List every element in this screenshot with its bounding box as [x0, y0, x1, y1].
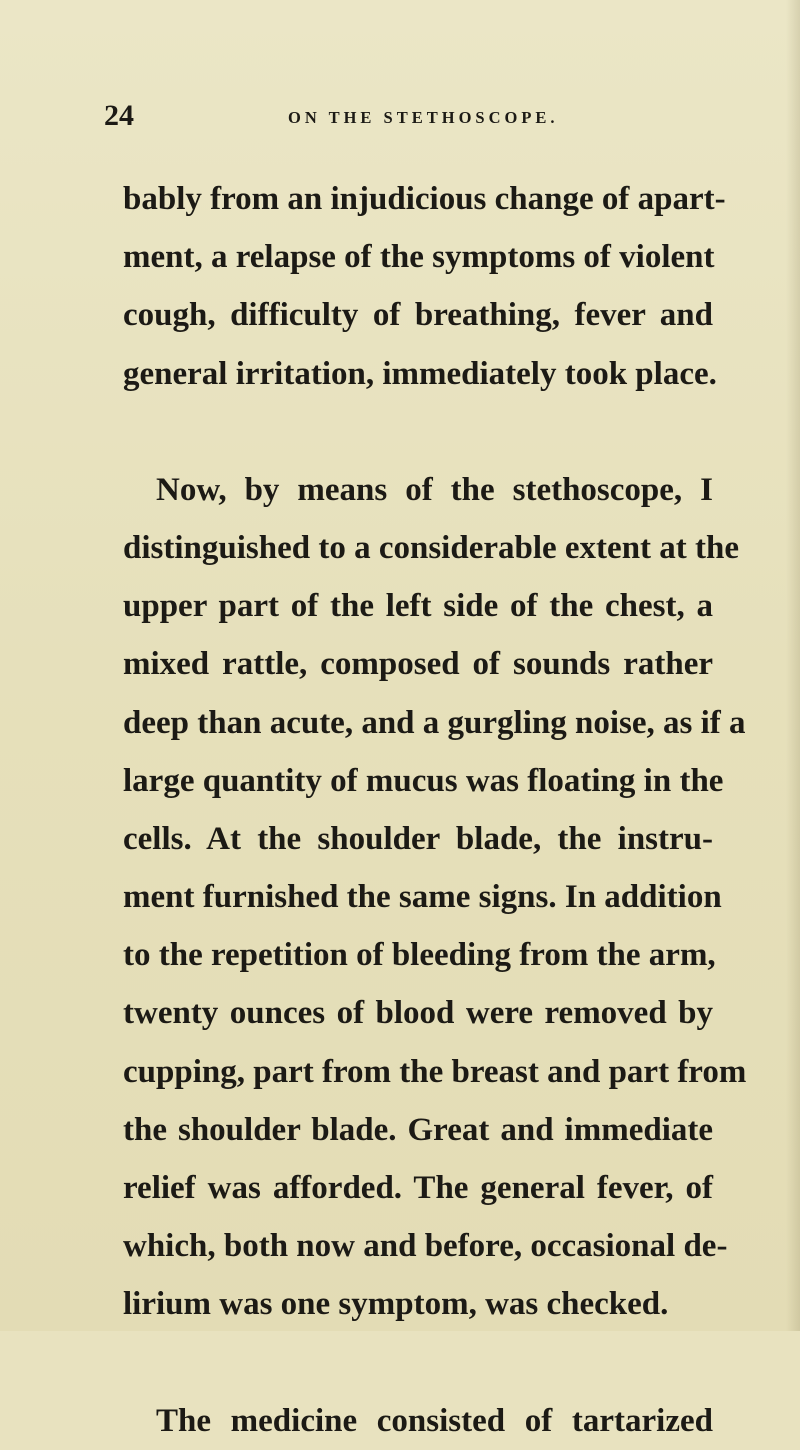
text-line: the shoulder blade. Great and immediate [123, 1111, 713, 1148]
page-edge-shadow [786, 0, 800, 1331]
running-head: ON THE STETHOSCOPE. [288, 108, 559, 127]
text-line: The medicine consisted of tartarized [156, 1402, 713, 1439]
text-line: ment furnished the same signs. In addition [123, 879, 722, 916]
page-number: 24 [104, 99, 134, 132]
paragraph [123, 461, 747, 1334]
text-line: upper part of the left side of the chest, a [123, 588, 713, 625]
text-line: relief was afforded. The general fever, of [123, 1170, 713, 1206]
paragraph [123, 170, 726, 403]
text-line: deep than acute, and a gurgling noise, as if a [123, 704, 746, 741]
paragraph [123, 1392, 713, 1450]
text-line: ment, a relapse of the symptoms of violent [123, 239, 715, 276]
text-line: twenty ounces of blood were removed by [123, 995, 713, 1032]
body-text [123, 170, 747, 1450]
text-line: cells. At the shoulder blade, the instru- [123, 820, 713, 857]
text-line: lirium was one symptom, was checked. [123, 1286, 669, 1323]
text-line: to the repetition of bleeding from the arm, [123, 937, 716, 974]
text-line: large quantity of mucus was floating in the [123, 762, 724, 799]
text-line: distinguished to a considerable extent at the [123, 529, 740, 566]
page-header [0, 98, 800, 138]
text-line: mixed rattle, composed of sounds rather [123, 646, 713, 683]
paragraph-gap [123, 1334, 713, 1392]
text-line: which, both now and before, occasional de- [123, 1228, 728, 1265]
text-line: Now, by means of the stethoscope, I [156, 471, 713, 508]
paragraph-gap [123, 403, 713, 461]
text-line: bably from an injudicious change of apart- [123, 181, 726, 217]
text-line: cough, difficulty of breathing, fever and [123, 297, 713, 334]
text-line: cupping, part from the breast and part from [123, 1053, 747, 1090]
text-line: general irritation, immediately took place. [123, 355, 717, 392]
